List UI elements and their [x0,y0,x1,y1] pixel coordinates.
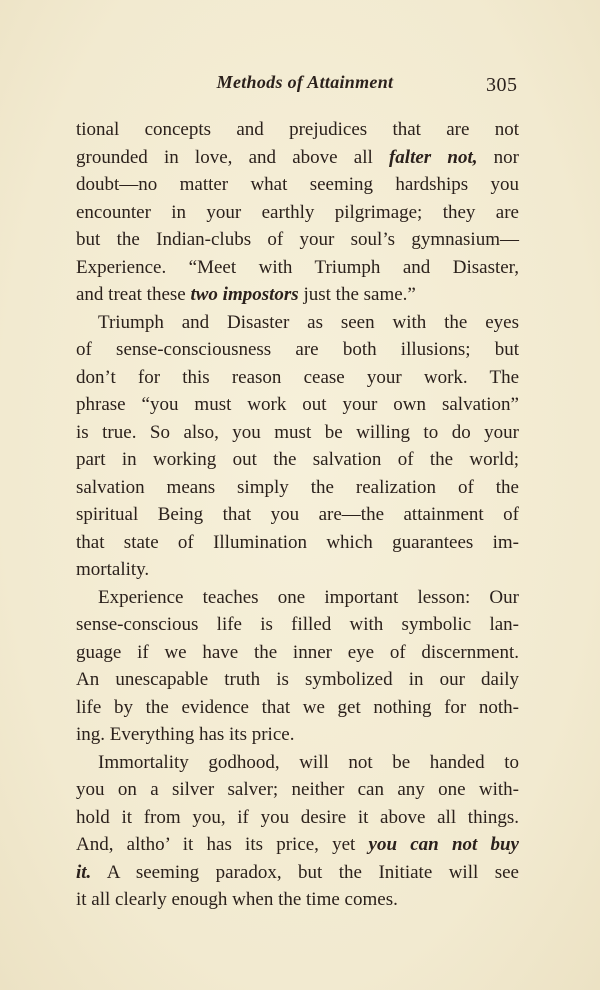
text-segment: ing. Everything has its price. [76,724,295,745]
text-line [76,886,519,914]
text-segment: tional concepts and prejudices that are not [76,119,519,140]
text-line [76,281,519,309]
text-line [76,639,519,667]
italic-emphasis: falter not, [388,146,478,168]
text-line [76,666,519,694]
text-line [76,199,519,227]
text-line [76,749,519,777]
text-segment: nor [477,146,520,168]
text-line [76,226,519,254]
text-segment: mortality. [76,559,150,580]
text-segment: but the Indian-clubs of your soul’s gymnasium— [76,229,519,250]
text-segment: salvation means simply the realization of the [76,476,519,498]
page-number: 305 [486,74,518,96]
text-segment: An unescapable truth is symbolized in our daily [76,669,519,690]
text-segment: that state of Illumination which guarantees im- [76,531,519,553]
text-segment: life by the evidence that we get nothing for noth- [76,696,519,718]
text-segment: part in working out the salvation of the world; [76,449,519,470]
text-segment: And, altho’ it has its price, yet [76,834,369,855]
text-line [76,254,519,282]
text-segment: is true. So also, you must be willing to do your [76,421,519,443]
text-segment: guage if we have the inner eye of discernment. [76,641,519,663]
text-line [76,529,519,557]
text-segment: encounter in your earthly pilgrimage; they are [76,201,519,223]
text-line [76,171,519,199]
text-line [76,776,519,804]
text-line [76,446,519,474]
italic-emphasis: two impostors [190,284,299,305]
text-line [76,694,519,722]
text-segment: Triumph and Disaster as seen with the eyes [98,311,519,333]
text-line [76,859,519,887]
text-line [76,721,519,749]
text-segment: don’t for this reason cease your work. The [76,366,519,388]
text-line [76,419,519,447]
text-line [76,804,519,832]
text-segment: it all clearly enough when the time comes. [76,889,398,910]
text-line [76,611,519,639]
text-segment: Experience. “Meet with Triumph and Disaster, [76,256,519,278]
text-line [76,391,519,419]
text-line [76,556,519,584]
text-line [76,116,519,144]
text-segment: just the same.” [298,284,416,305]
text-segment: sense-conscious life is filled with symbolic lan- [76,614,519,635]
text-segment: Experience teaches one important lesson: Our [98,586,519,608]
text-segment: spiritual Being that you are—the attainment of [76,504,519,525]
running-title: Methods of Attainment [216,72,394,92]
text-line [76,501,519,529]
text-line [76,364,519,392]
text-segment: and treat these [76,284,191,305]
text-segment: grounded in love, and above all [76,146,389,168]
text-segment: Immortality godhood, will not be handed to [98,751,519,773]
text-segment: you on a silver salver; neither can any one with- [76,779,519,800]
text-line [76,336,519,364]
text-segment: of sense-consciousness are both illusions; but [76,339,519,360]
text-segment: phrase “you must work out your own salvation” [76,394,519,415]
text-line [76,144,519,172]
italic-emphasis: it. [76,861,92,883]
text-line [76,584,519,612]
body-text [76,116,519,914]
text-segment: doubt—no matter what seeming hardships you [76,174,519,195]
text-line [76,309,519,337]
italic-emphasis: you can not buy [368,834,519,855]
text-segment: A seeming paradox, but the Initiate will see [91,861,519,883]
text-segment: hold it from you, if you desire it above all things. [76,806,519,828]
text-line [76,474,519,502]
text-line [76,831,519,859]
